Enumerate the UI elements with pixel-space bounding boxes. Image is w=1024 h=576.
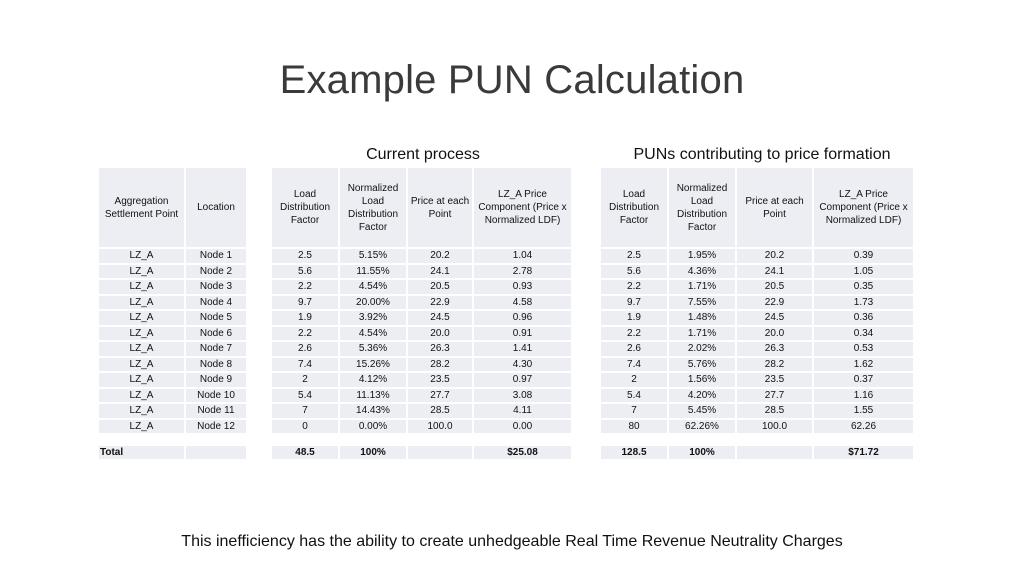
table-cell: 1.71%: [669, 327, 735, 341]
table-cell: 0.39: [814, 249, 913, 263]
table-cell: 1.48%: [669, 311, 735, 325]
table-cell: 24.5: [408, 311, 472, 325]
table-cell: 62.26%: [669, 420, 735, 434]
spacer-cell: [601, 435, 667, 444]
table-cell: 2.5: [272, 249, 338, 263]
location-table: [97, 166, 248, 461]
spacer-row: [99, 435, 246, 444]
table-cell: Node 6: [186, 327, 246, 341]
table-cell: 1.16: [814, 389, 913, 403]
table-cell: 0.00: [474, 420, 571, 434]
table-cell: 5.76%: [669, 358, 735, 372]
header-row: [99, 168, 246, 247]
table-cell: 28.5: [737, 404, 812, 418]
table-cell: 28.5: [408, 404, 472, 418]
total-cell: $71.72: [814, 446, 913, 459]
column-header: Load Distribution Factor: [272, 168, 338, 247]
table-row: [99, 280, 246, 294]
table-cell: 26.3: [408, 342, 472, 356]
table-cell: 1.71%: [669, 280, 735, 294]
table-cell: 14.43%: [340, 404, 406, 418]
table-row: [601, 296, 913, 310]
table-row: [99, 373, 246, 387]
table-cell: 4.58: [474, 296, 571, 310]
table-cell: 2.6: [601, 342, 667, 356]
table-cell: 5.6: [272, 265, 338, 279]
header-row: [272, 168, 571, 247]
table-cell: 15.26%: [340, 358, 406, 372]
table-row: [272, 389, 571, 403]
column-header: Price at each Point: [408, 168, 472, 247]
table-row: [601, 404, 913, 418]
table-cell: LZ_A: [99, 265, 184, 279]
table-cell: 24.1: [408, 265, 472, 279]
table-cell: 2: [601, 373, 667, 387]
table-row: [272, 296, 571, 310]
table-cell: 22.9: [737, 296, 812, 310]
table-cell: 4.11: [474, 404, 571, 418]
table-row: [601, 311, 913, 325]
table-cell: 20.2: [737, 249, 812, 263]
total-cell: 100%: [669, 446, 735, 459]
table-row: [99, 311, 246, 325]
table-cell: 4.54%: [340, 280, 406, 294]
table-cell: Node 9: [186, 373, 246, 387]
table-cell: 2.6: [272, 342, 338, 356]
table-cell: LZ_A: [99, 420, 184, 434]
table-row: [99, 404, 246, 418]
table-row: [99, 249, 246, 263]
table-cell: 2.2: [272, 327, 338, 341]
table-row: [601, 373, 913, 387]
table-row: [272, 404, 571, 418]
table-cell: 0.96: [474, 311, 571, 325]
table-cell: Node 4: [186, 296, 246, 310]
table-cell: 100.0: [737, 420, 812, 434]
table-cell: LZ_A: [99, 389, 184, 403]
table-cell: 20.5: [737, 280, 812, 294]
table-row: [601, 280, 913, 294]
table-row: [99, 420, 246, 434]
total-row: [99, 446, 246, 459]
puns-label: PUNs contributing to price formation: [633, 146, 891, 163]
table-cell: 26.3: [737, 342, 812, 356]
table-cell: 24.5: [737, 311, 812, 325]
table-cell: 0.35: [814, 280, 913, 294]
table-cell: 1.73: [814, 296, 913, 310]
table-cell: 5.15%: [340, 249, 406, 263]
table-row: [601, 249, 913, 263]
table-row: [601, 389, 913, 403]
total-cell: [737, 446, 812, 459]
table-cell: 2.2: [272, 280, 338, 294]
table-cell: 0.36: [814, 311, 913, 325]
table-cell: 1.95%: [669, 249, 735, 263]
table-cell: 100.0: [408, 420, 472, 434]
table-cell: 0.34: [814, 327, 913, 341]
table-cell: LZ_A: [99, 373, 184, 387]
table-cell: 0.91: [474, 327, 571, 341]
table-row: [601, 327, 913, 341]
total-cell: 100%: [340, 446, 406, 459]
table-cell: 20.2: [408, 249, 472, 263]
table-cell: 9.7: [601, 296, 667, 310]
total-cell: 128.5: [601, 446, 667, 459]
table-cell: 11.13%: [340, 389, 406, 403]
table-cell: 0.37: [814, 373, 913, 387]
table-cell: 20.00%: [340, 296, 406, 310]
spacer-row: [601, 435, 913, 444]
table-cell: Node 2: [186, 265, 246, 279]
table-cell: 7.4: [601, 358, 667, 372]
table-row: [272, 342, 571, 356]
table-row: [272, 311, 571, 325]
table-cell: LZ_A: [99, 249, 184, 263]
table-cell: 24.1: [737, 265, 812, 279]
table-cell: LZ_A: [99, 327, 184, 341]
table-cell: LZ_A: [99, 358, 184, 372]
spacer-cell: [669, 435, 735, 444]
table-cell: LZ_A: [99, 280, 184, 294]
table-cell: Node 12: [186, 420, 246, 434]
column-header: Normalized Load Distribution Factor: [669, 168, 735, 247]
spacer-cell: [272, 435, 338, 444]
column-header: Normalized Load Distribution Factor: [340, 168, 406, 247]
spacer-cell: [408, 435, 472, 444]
table-cell: 2.2: [601, 327, 667, 341]
table-cell: 4.36%: [669, 265, 735, 279]
total-row: [272, 446, 571, 459]
table-cell: 2.2: [601, 280, 667, 294]
table-cell: 7: [601, 404, 667, 418]
table-cell: Node 8: [186, 358, 246, 372]
table-cell: 9.7: [272, 296, 338, 310]
table-row: [601, 342, 913, 356]
table-row: [99, 358, 246, 372]
spacer-cell: [99, 435, 184, 444]
total-cell: [186, 446, 246, 459]
table-cell: 7.4: [272, 358, 338, 372]
table-cell: 2.02%: [669, 342, 735, 356]
footer-note: This inefficiency has the ability to create unhedgeable Real Time Revenue Neutrality Charges: [181, 533, 843, 550]
table-cell: 1.55: [814, 404, 913, 418]
column-header: Location: [186, 168, 246, 247]
table-cell: 0.53: [814, 342, 913, 356]
total-cell: [408, 446, 472, 459]
table-row: [272, 249, 571, 263]
table-row: [272, 327, 571, 341]
table-cell: 1.56%: [669, 373, 735, 387]
table-cell: Node 10: [186, 389, 246, 403]
spacer-row: [272, 435, 571, 444]
table-cell: 1.04: [474, 249, 571, 263]
table-cell: 27.7: [737, 389, 812, 403]
table-cell: 27.7: [408, 389, 472, 403]
table-cell: LZ_A: [99, 311, 184, 325]
table-cell: Node 3: [186, 280, 246, 294]
table-cell: 20.0: [408, 327, 472, 341]
table-cell: 1.05: [814, 265, 913, 279]
table-cell: 5.45%: [669, 404, 735, 418]
table-cell: 5.6: [601, 265, 667, 279]
table-cell: Node 7: [186, 342, 246, 356]
table-cell: Node 5: [186, 311, 246, 325]
table-row: [272, 265, 571, 279]
table-row: [601, 420, 913, 434]
table-cell: 23.5: [737, 373, 812, 387]
table-cell: 4.54%: [340, 327, 406, 341]
current-process-table: [270, 166, 573, 461]
table-row: [272, 373, 571, 387]
table-cell: 11.55%: [340, 265, 406, 279]
page-title: Example PUN Calculation: [279, 58, 745, 102]
table-cell: 0.93: [474, 280, 571, 294]
table-cell: 20.5: [408, 280, 472, 294]
table-cell: 2: [272, 373, 338, 387]
table-cell: Node 1: [186, 249, 246, 263]
spacer-cell: [186, 435, 246, 444]
column-header: Load Distribution Factor: [601, 168, 667, 247]
table-cell: 4.30: [474, 358, 571, 372]
table-row: [601, 265, 913, 279]
table-cell: 2.5: [601, 249, 667, 263]
table-cell: 28.2: [737, 358, 812, 372]
table-cell: 0: [272, 420, 338, 434]
column-header: Aggregation Settlement Point: [99, 168, 184, 247]
table-cell: 62.26: [814, 420, 913, 434]
total-cell: $25.08: [474, 446, 571, 459]
table-row: [272, 420, 571, 434]
spacer-cell: [737, 435, 812, 444]
table-cell: 80: [601, 420, 667, 434]
table-cell: 5.4: [272, 389, 338, 403]
table-cell: 23.5: [408, 373, 472, 387]
table-cell: 28.2: [408, 358, 472, 372]
table-cell: 2.78: [474, 265, 571, 279]
table-cell: 1.41: [474, 342, 571, 356]
column-header: LZ_A Price Component (Price x Normalized LDF): [814, 168, 913, 247]
table-row: [99, 296, 246, 310]
total-cell: 48.5: [272, 446, 338, 459]
table-cell: 0.00%: [340, 420, 406, 434]
table-cell: 4.20%: [669, 389, 735, 403]
column-header: LZ_A Price Component (Price x Normalized LDF): [474, 168, 571, 247]
table-cell: Node 11: [186, 404, 246, 418]
table-cell: LZ_A: [99, 404, 184, 418]
current-process-label: Current process: [366, 146, 480, 163]
table-cell: 5.4: [601, 389, 667, 403]
column-header: Price at each Point: [737, 168, 812, 247]
table-cell: 0.97: [474, 373, 571, 387]
table-row: [99, 265, 246, 279]
table-cell: 7: [272, 404, 338, 418]
table-cell: 4.12%: [340, 373, 406, 387]
table-cell: 1.9: [272, 311, 338, 325]
table-cell: 1.62: [814, 358, 913, 372]
spacer-cell: [340, 435, 406, 444]
spacer-cell: [814, 435, 913, 444]
table-row: [272, 280, 571, 294]
table-row: [99, 389, 246, 403]
table-row: [601, 358, 913, 372]
total-cell: Total: [99, 446, 184, 459]
table-cell: 22.9: [408, 296, 472, 310]
table-cell: 1.9: [601, 311, 667, 325]
total-row: [601, 446, 913, 459]
table-cell: 3.08: [474, 389, 571, 403]
table-row: [99, 327, 246, 341]
table-row: [99, 342, 246, 356]
table-cell: 7.55%: [669, 296, 735, 310]
table-cell: LZ_A: [99, 296, 184, 310]
header-row: [601, 168, 913, 247]
spacer-cell: [474, 435, 571, 444]
table-row: [272, 358, 571, 372]
table-cell: 3.92%: [340, 311, 406, 325]
table-cell: 20.0: [737, 327, 812, 341]
pun-table: [599, 166, 915, 461]
table-cell: LZ_A: [99, 342, 184, 356]
table-cell: 5.36%: [340, 342, 406, 356]
